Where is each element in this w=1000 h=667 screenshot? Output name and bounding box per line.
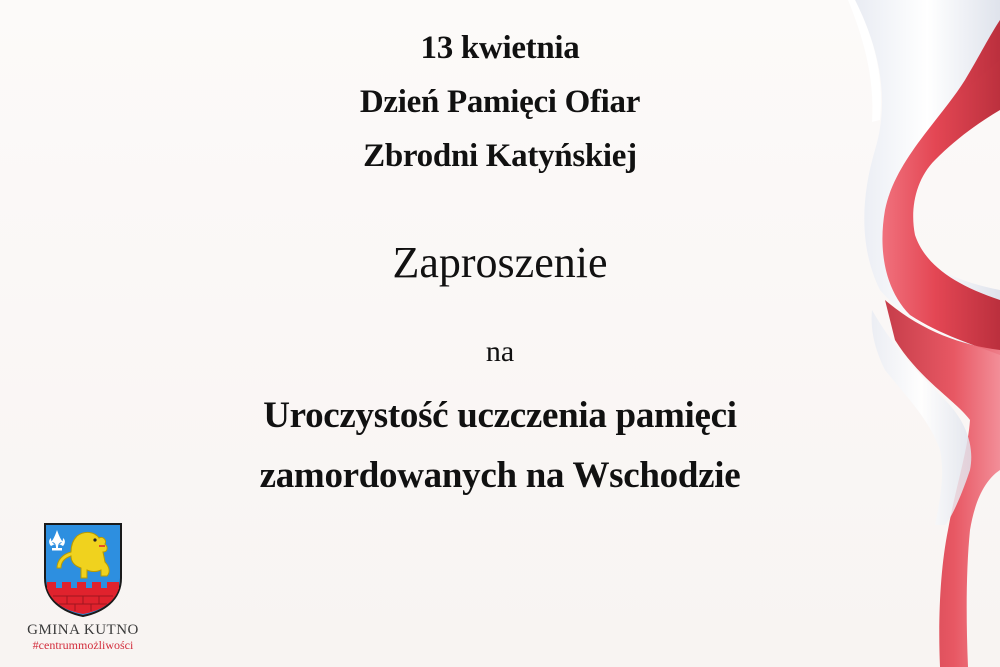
event-title-line2: zamordowanych na Wschodzie xyxy=(259,455,741,496)
brand-hashtag: #centrummożliwości xyxy=(32,638,134,652)
observance-heading-line2: Zbrodni Katyńskiej xyxy=(363,138,637,174)
coat-of-arms-icon xyxy=(43,522,123,618)
invitation-connector: na xyxy=(485,335,515,368)
invitation-title: Zaproszenie xyxy=(392,238,608,287)
date-heading: 13 kwietnia xyxy=(420,30,580,66)
observance-heading-line1: Dzień Pamięci Ofiar xyxy=(359,84,641,120)
brand-name: GMINA KUTNO xyxy=(27,622,139,638)
event-title-line1: Uroczystość uczczenia pamięci xyxy=(263,395,737,436)
